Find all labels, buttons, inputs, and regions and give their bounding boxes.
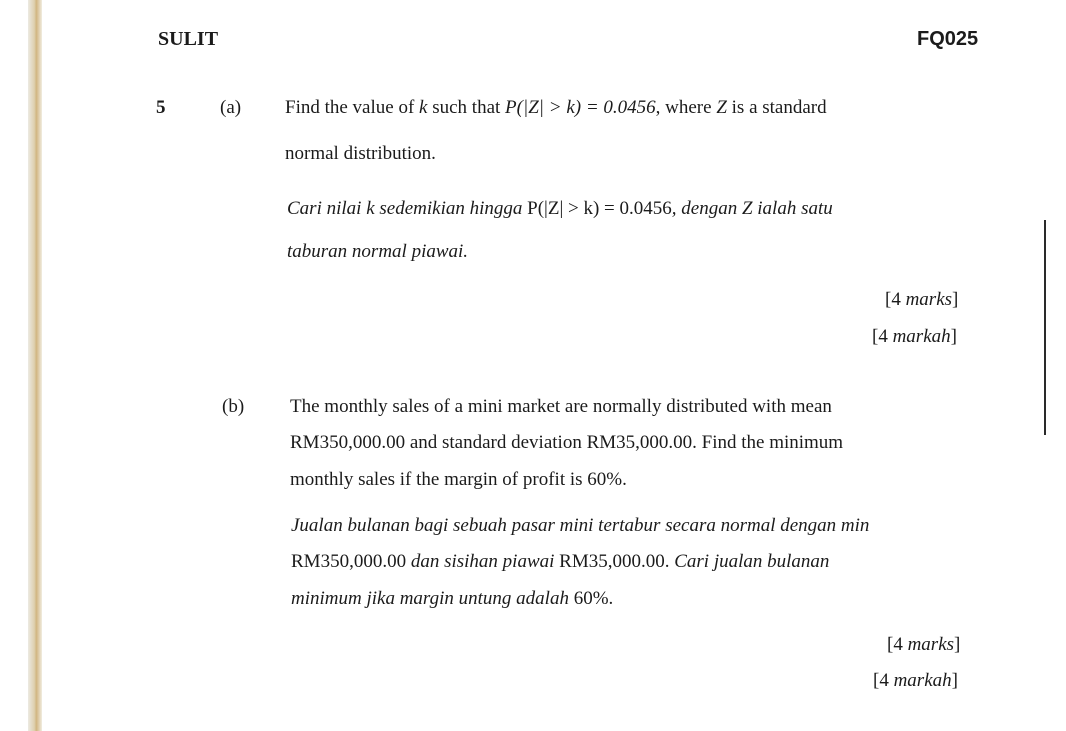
- text: Cari jualan bulanan: [674, 551, 830, 572]
- header-code: FQ025: [917, 28, 979, 50]
- variable-z: Z: [716, 97, 727, 118]
- part-b-english-line3: monthly sales if the margin of profit is 60%.: [290, 469, 627, 490]
- part-a-english-line2: normal distribution.: [285, 143, 436, 164]
- marks-word: markah: [892, 326, 951, 347]
- scan-margin-line: [1044, 220, 1046, 435]
- header-sulit: SULIT: [158, 28, 219, 50]
- text: minimum jika margin untung adalah: [291, 588, 569, 609]
- marks-word: marks: [907, 634, 955, 655]
- variable-k: k: [419, 97, 428, 118]
- part-b-marks-en: [4 marks]: [887, 634, 961, 655]
- part-a-marks-en: [4 marks]: [885, 289, 959, 310]
- scan-edge-strip: [28, 0, 42, 731]
- text: ialah satu: [757, 198, 833, 219]
- part-b-english-line1: The monthly sales of a mini market are normally distributed with mean: [290, 396, 832, 417]
- part-b-marks-ms: [4 markah]: [873, 670, 958, 691]
- part-a-label: (a): [220, 97, 242, 118]
- text: Find the value of: [285, 97, 415, 118]
- text: RM35,000.00.: [559, 551, 670, 572]
- text: , where: [655, 97, 712, 118]
- probability-formula: P(|Z| > k) = 0.0456: [527, 198, 672, 219]
- text: such that: [432, 97, 501, 118]
- part-a-english-line1: [285, 97, 827, 119]
- marks-word: markah: [893, 670, 952, 691]
- probability-formula: P(|Z| > k) = 0.0456: [505, 97, 656, 118]
- part-a-malay-line2: taburan normal piawai.: [287, 241, 469, 262]
- text: 60%.: [573, 588, 614, 609]
- part-b-english-line2: RM350,000.00 and standard deviation RM35,000.00. Find the minimum: [290, 432, 844, 453]
- text: is a standard: [731, 97, 827, 118]
- variable-k: k: [366, 198, 375, 219]
- variable-z: Z: [741, 198, 753, 219]
- text: dan sisihan piawai: [410, 551, 555, 572]
- text: , dengan: [671, 198, 738, 219]
- part-a-marks-ms: [4 markah]: [872, 326, 957, 347]
- part-b-label: (b): [222, 396, 245, 417]
- part-b-malay-line2: [291, 551, 829, 573]
- marks-word: marks: [905, 289, 953, 310]
- part-b-malay-line1: Jualan bulanan bagi sebuah pasar mini tertabur secara normal dengan min: [291, 515, 870, 536]
- text: sedemikian hingga: [379, 198, 523, 219]
- part-a-malay-line1: [287, 198, 833, 220]
- text: Cari nilai: [287, 198, 362, 219]
- question-number: 5: [156, 97, 166, 118]
- text: RM350,000.00: [291, 551, 407, 572]
- part-b-malay-line3: [291, 588, 613, 610]
